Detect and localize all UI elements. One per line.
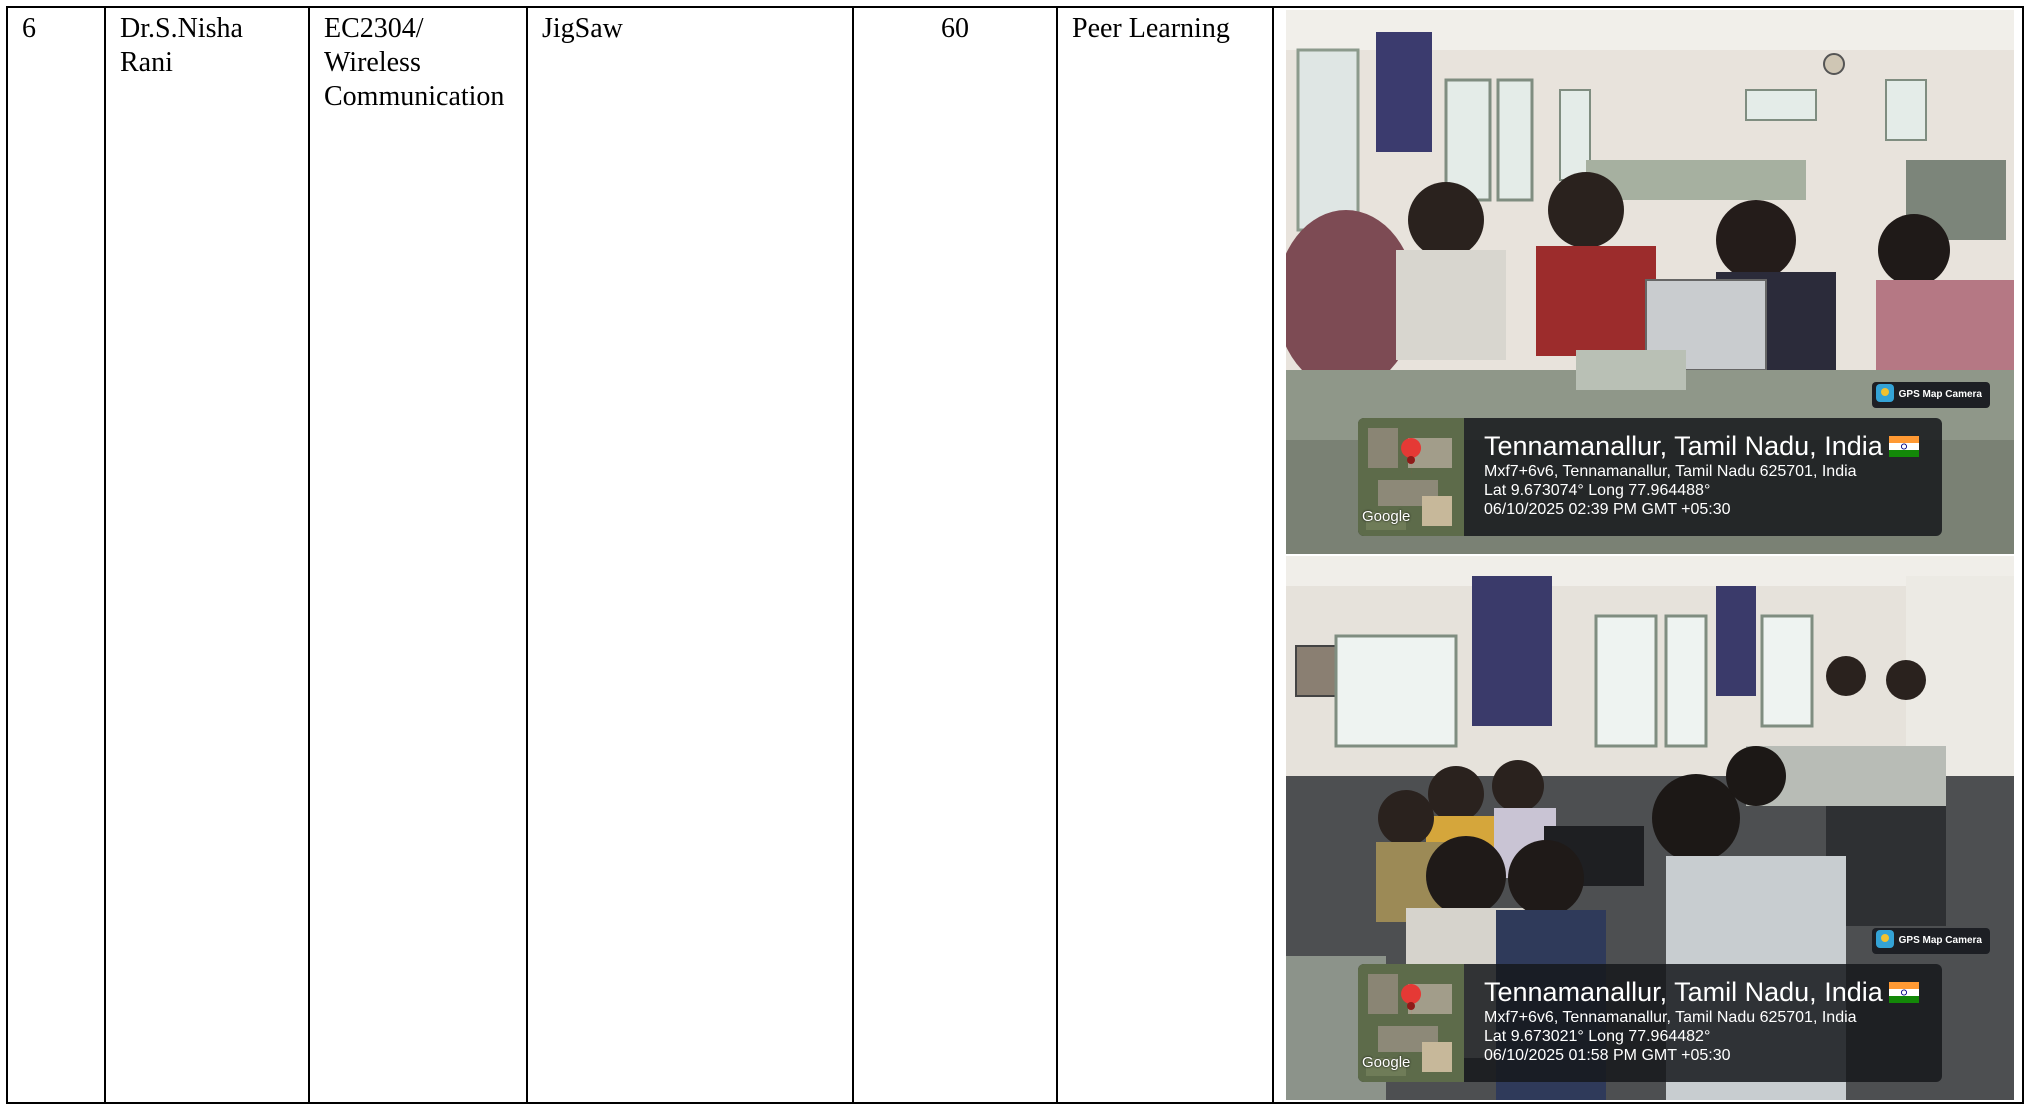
location-coordinates: Lat 9.673021° Long 77.964482°	[1484, 1028, 1711, 1045]
serial-number-cell	[7, 7, 105, 1103]
map-attribution: Google	[1362, 508, 1411, 525]
map-camera-icon	[1876, 930, 1894, 948]
students-cell	[853, 7, 1057, 1103]
teaching-method: Peer Learning	[1072, 13, 1230, 44]
gps-camera-badge	[1872, 382, 1990, 408]
location-title: Tennamanallur, Tamil Nadu, India	[1484, 430, 1934, 462]
classroom-photo-1	[1286, 10, 2014, 554]
activity-cell	[527, 7, 853, 1103]
gps-camera-badge	[1872, 928, 1990, 954]
student-count: 60	[941, 13, 969, 44]
gps-info-panel	[1358, 418, 1942, 536]
map-thumbnail	[1358, 964, 1464, 1082]
india-flag-icon	[1889, 982, 1919, 1003]
faculty-name-line1: Dr.S.Nisha	[120, 13, 243, 44]
classroom-photo-2	[1286, 556, 2014, 1100]
map-thumbnail	[1358, 418, 1464, 536]
location-coordinates: Lat 9.673074° Long 77.964488°	[1484, 482, 1711, 499]
map-camera-icon	[1876, 384, 1894, 402]
course-cell	[309, 7, 527, 1103]
photo-timestamp: 06/10/2025 01:58 PM GMT +05:30	[1484, 1047, 1731, 1064]
map-attribution: Google	[1362, 1054, 1411, 1071]
course-name-line2: Communication	[324, 81, 505, 112]
faculty-name-line2: Rani	[120, 47, 173, 78]
faculty-cell	[105, 7, 309, 1103]
serial-number: 6	[22, 13, 36, 44]
photo-timestamp: 06/10/2025 02:39 PM GMT +05:30	[1484, 501, 1731, 518]
india-flag-icon	[1889, 436, 1919, 457]
camera-tag-label: GPS Map Camera	[1898, 389, 1982, 400]
photos-cell	[1273, 7, 2023, 1103]
location-address: Mxf7+6v6, Tennamanallur, Tamil Nadu 625701, India	[1484, 463, 1857, 480]
location-title: Tennamanallur, Tamil Nadu, India	[1484, 976, 1934, 1008]
table-row	[7, 7, 2023, 1103]
location-address: Mxf7+6v6, Tennamanallur, Tamil Nadu 625701, India	[1484, 1009, 1857, 1026]
camera-tag-label: GPS Map Camera	[1898, 935, 1982, 946]
course-code: EC2304/	[324, 13, 424, 44]
method-cell	[1057, 7, 1273, 1103]
activity-table	[6, 6, 2024, 1104]
activity-name: JigSaw	[542, 13, 623, 44]
course-name-line1: Wireless	[324, 47, 421, 78]
gps-info-panel	[1358, 964, 1942, 1082]
